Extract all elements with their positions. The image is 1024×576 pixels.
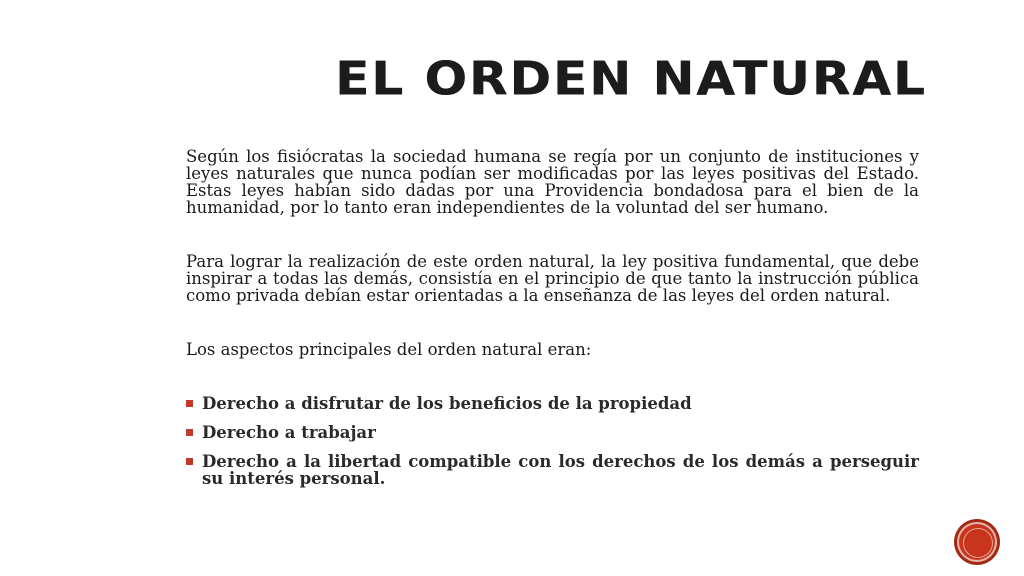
square-bullet-icon xyxy=(186,429,193,436)
list-item xyxy=(186,424,919,441)
aspects-intro: Los aspectos principales del orden natural eran: xyxy=(186,340,592,359)
slide-body xyxy=(186,148,919,499)
aspects-list xyxy=(186,395,919,487)
slide-title: EL ORDEN NATURAL xyxy=(335,52,927,106)
list-item-text: Derecho a la libertad compatible con los derechos de los demás a perseguir su interés personal. xyxy=(202,452,919,488)
paragraph-orden-natural: Para lograr la realización de este orden natural, la ley positiva fundamental, que debe inspirar a todas las demás, consistía en el principio de que tanto la instrucción pública como privada debían estar orientadas a la enseñanza de las leyes del orden natural. xyxy=(186,252,919,305)
square-bullet-icon xyxy=(186,458,193,465)
square-bullet-icon xyxy=(186,400,193,407)
slide-number-badge xyxy=(957,522,997,562)
paragraph-fisiocratas: Según los fisiócratas la sociedad humana se regía por un conjunto de instituciones y leyes naturales que nunca podían ser modificadas por las leyes positivas del Estado. Estas leyes habían sido dadas por una Providencia bondadosa para el bien de la humanidad, por lo tanto eran independientes de la voluntad del ser humano. xyxy=(186,147,919,217)
list-item-text: Derecho a trabajar xyxy=(202,423,376,442)
list-item xyxy=(186,453,919,487)
list-item xyxy=(186,395,919,412)
list-item-text: Derecho a disfrutar de los beneficios de la propiedad xyxy=(202,394,692,413)
